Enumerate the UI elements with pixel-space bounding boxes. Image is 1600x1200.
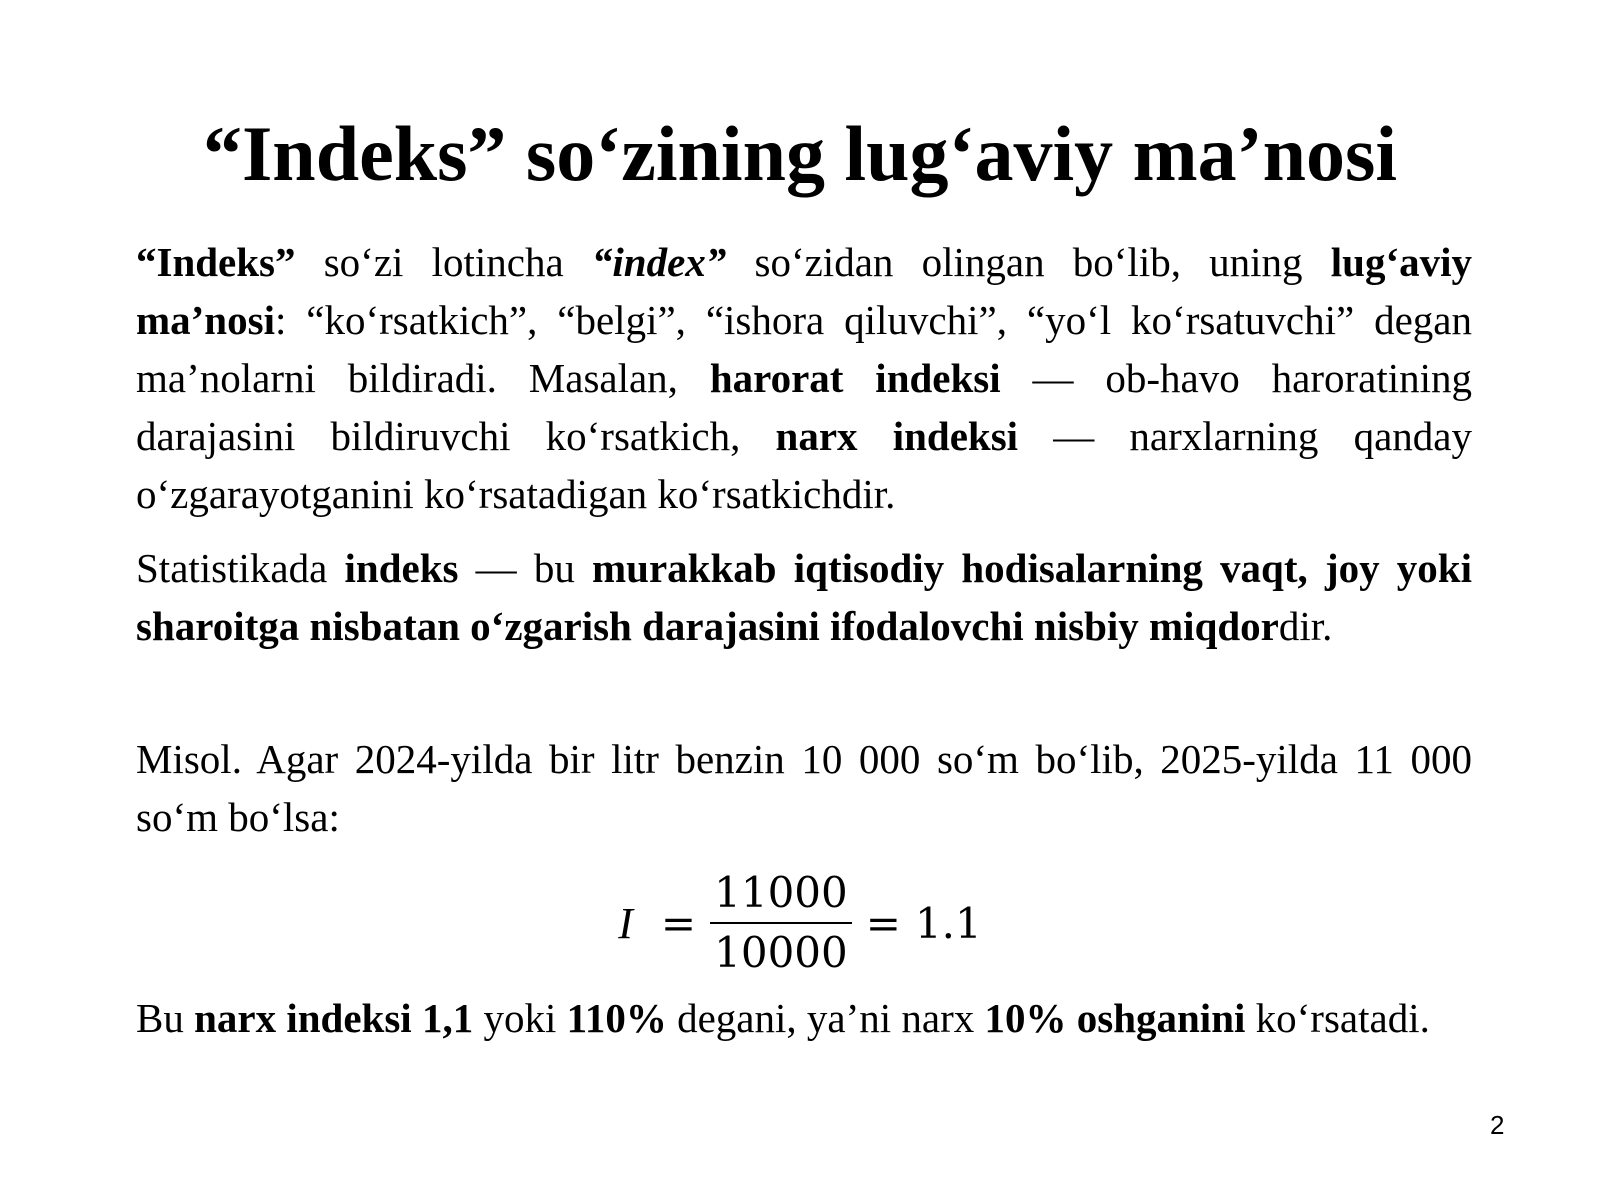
text-run: — bu [458,545,593,591]
text-bold: narx indeksi [775,413,1019,459]
text-bold: “Indeks” [136,239,296,285]
text-bold: narx indeksi 1,1 [194,995,474,1041]
text-run: Bu [136,995,195,1041]
text-run: dir. [1278,603,1333,649]
text-run: so‘zidan olingan bo‘lib, uning [726,239,1331,285]
formula-equals-result: = [865,898,901,948]
formula-result: 1.1 [914,898,982,948]
formula-equals: = [660,898,697,948]
text-run: : “ko‘rsatkich”, “belgi”, “ishora qiluvchi”, “yo‘l ko‘rsatuvchi” degan ma’nolarni bildiradi. Masalan, [136,297,1472,401]
paragraph-definition [136,233,1472,523]
index-formula [0,868,1600,978]
page-number: 2 [1490,1110,1505,1140]
formula-fraction [710,868,852,978]
text-run: — narxlarning qanday o‘zgarayotganini ko‘rsatadigan ko‘rsatkichdir. [136,413,1472,517]
text-bold: indeks [344,545,459,591]
text-run: yoki [473,995,567,1041]
text-bold: 10% oshganini [984,995,1246,1041]
paragraph-conclusion [136,989,1472,1047]
text-bold: 110% [566,995,667,1041]
formula-variable: I [618,898,633,948]
text-run: degani, ya’ni narx [666,995,985,1041]
slide-title: “Indeks” so‘zining lug‘aviy ma’nosi [202,110,1398,197]
paragraph-statistics [136,539,1472,655]
text-run: so‘zi lotincha [295,239,592,285]
text-bold-italic: “index” [591,239,727,285]
text-bold: lug‘aviy ma’nosi [136,239,1472,343]
text-run: ko‘rsatadi. [1245,995,1430,1041]
text-run: — ob-havo haroratining darajasini bildiruvchi ko‘rsatkich, [136,355,1472,459]
formula-numerator: 11000 [714,868,848,917]
text-run: Statistikada [136,545,345,591]
text-bold: harorat indeksi [709,355,1001,401]
formula-denominator: 10000 [714,928,848,977]
paragraph-example: Misol. Agar 2024-yilda bir litr benzin 10 000 so‘m bo‘lib, 2025-yilda 11 000 so‘m bo‘lsa: [136,736,1472,840]
text-bold: murakkab iqtisodiy hodisalarning vaqt, joy yoki sharoitga nisbatan o‘zgarish darajasini ifodalovchi nisbiy miqdor [136,545,1472,649]
